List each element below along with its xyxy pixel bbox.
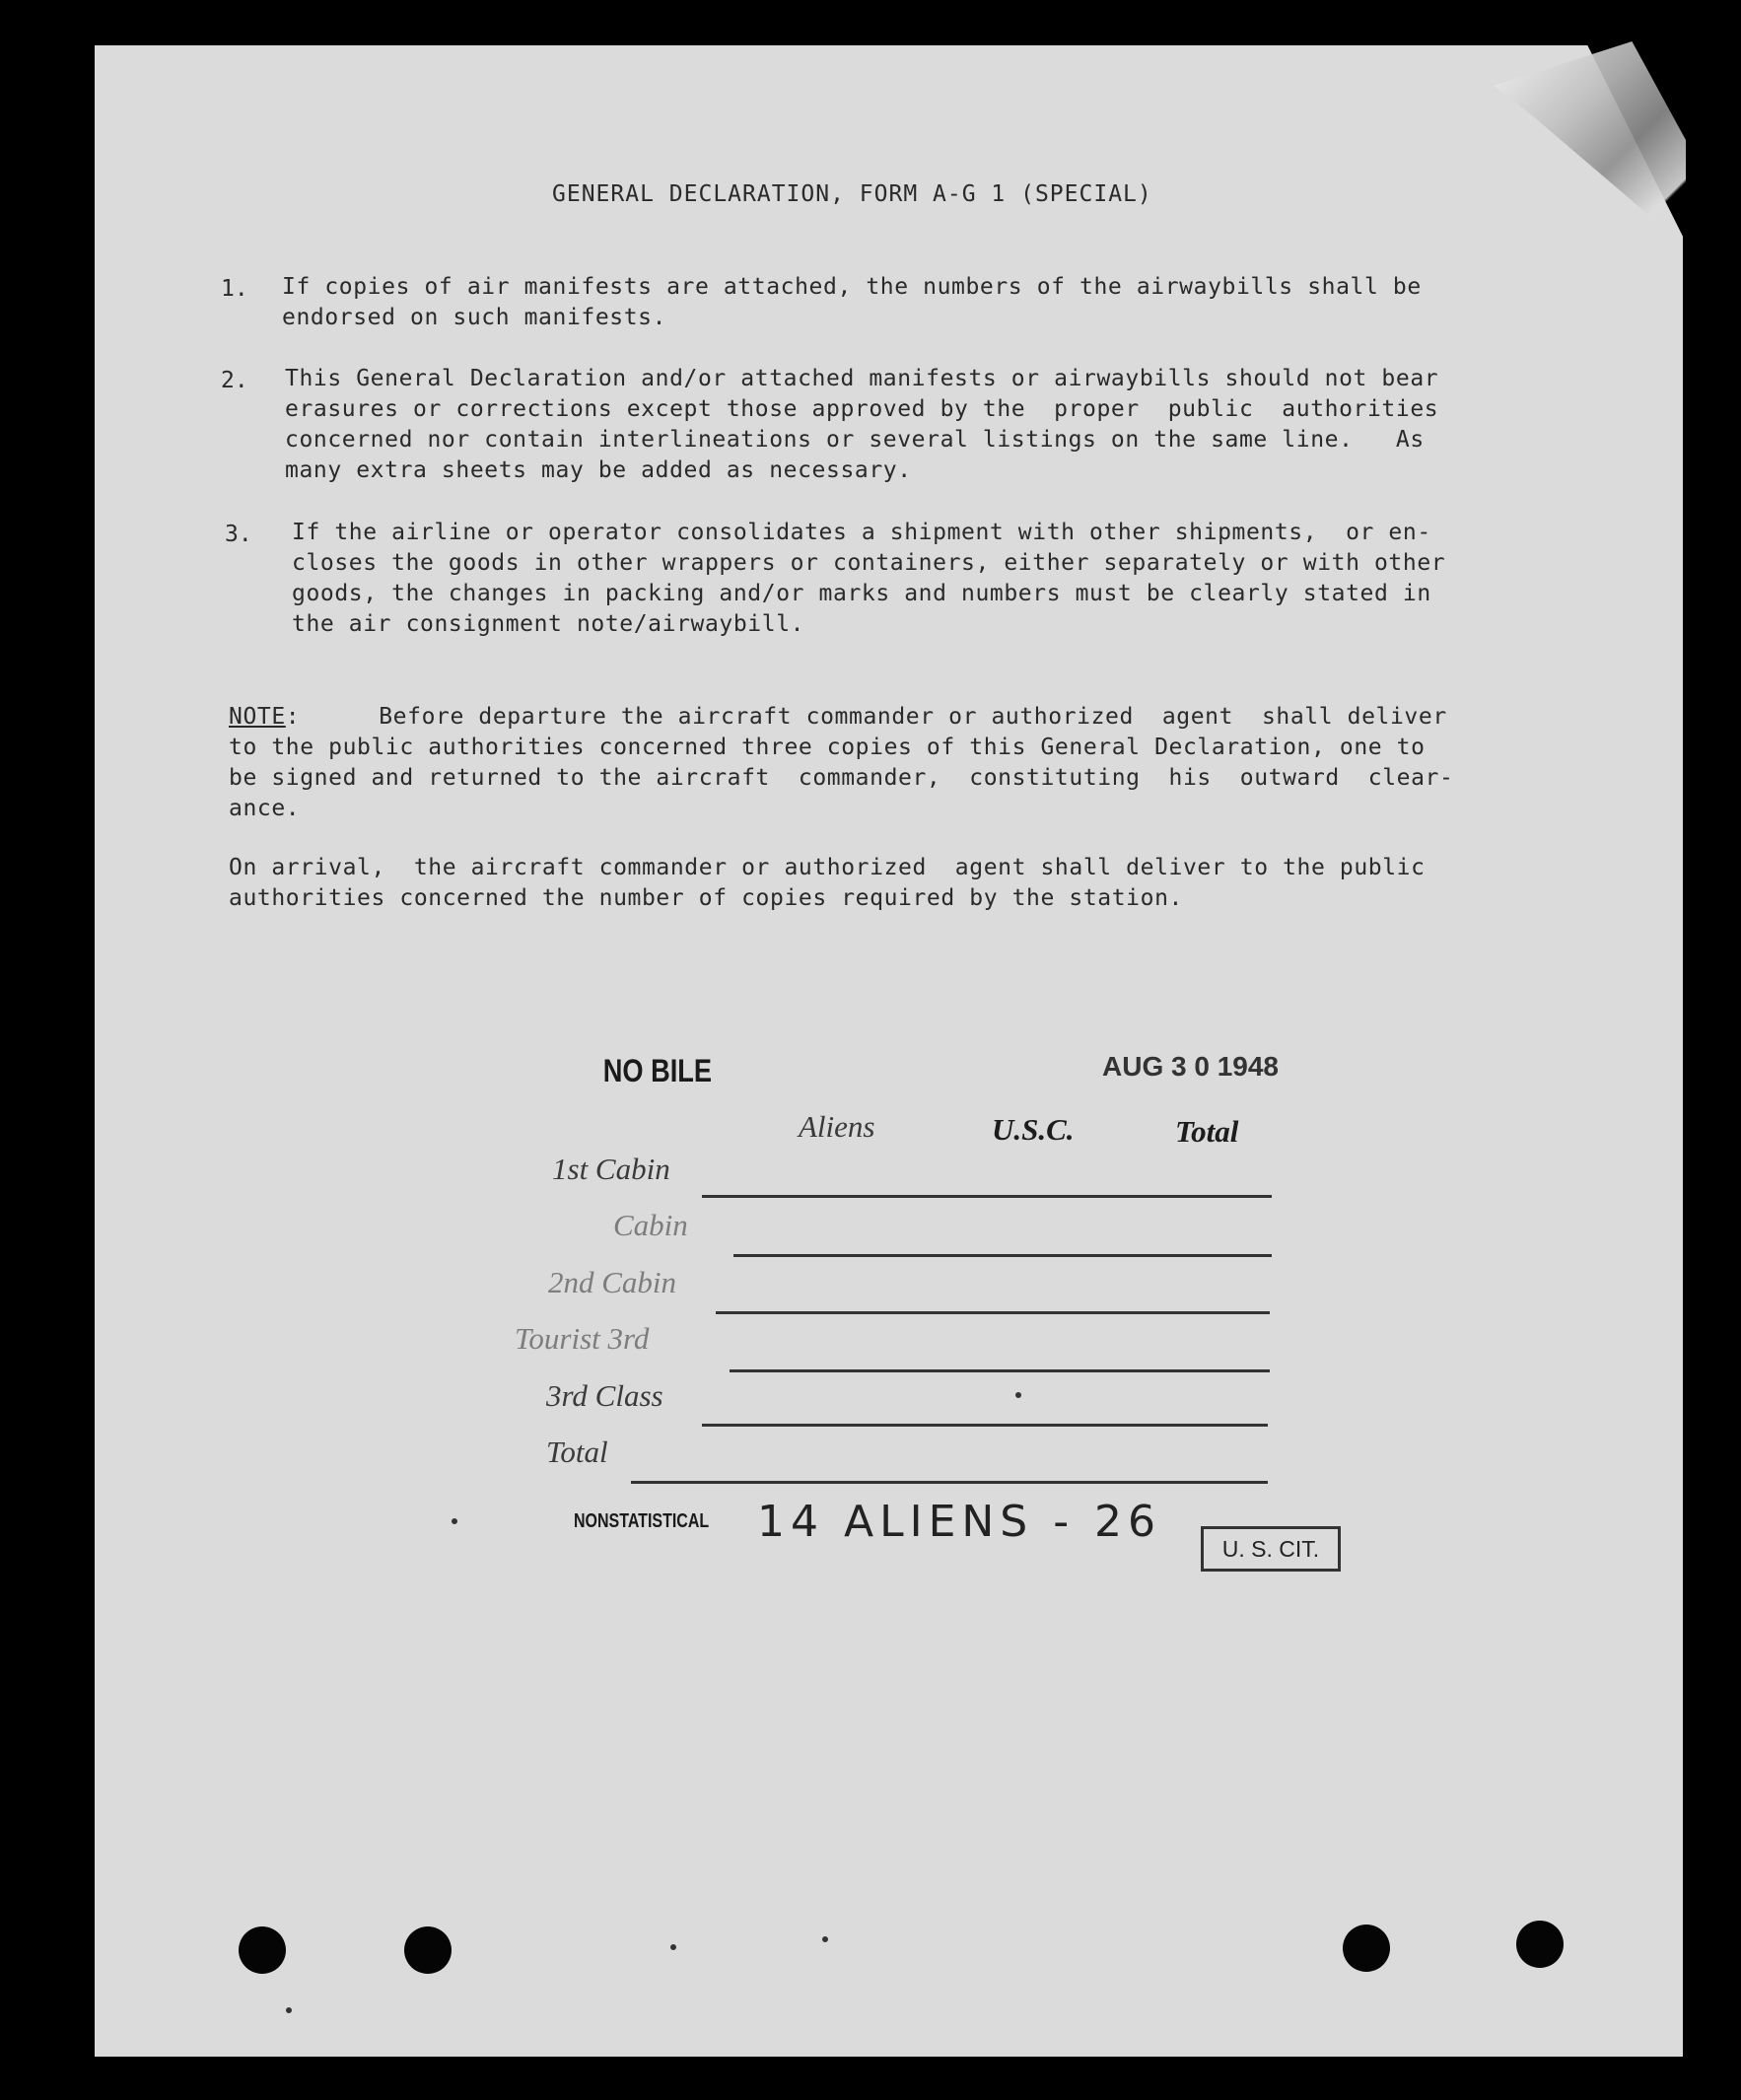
row-line <box>716 1311 1270 1314</box>
column-aliens: Aliens <box>799 1109 875 1144</box>
note-label: NOTE: <box>229 704 301 730</box>
punch-hole <box>1516 1921 1564 1968</box>
row-line <box>733 1254 1272 1257</box>
handwritten-count: 14 ALIENS - 26 <box>757 1497 1162 1547</box>
date-stamp: AUG 3 0 1948 <box>1102 1051 1279 1082</box>
punch-hole <box>404 1926 452 1974</box>
row-line <box>730 1369 1270 1372</box>
document-page <box>95 45 1683 2057</box>
speck <box>286 2007 292 2013</box>
speck <box>822 1936 828 1942</box>
row-line <box>702 1195 1272 1198</box>
item-number: 2. <box>221 368 248 393</box>
column-usc: U.S.C. <box>992 1112 1075 1147</box>
item-text: If the airline or operator consolidates a shipment with other shipments, or en- closes the goods in other wrappers or containers, either separately or with other goods, the changes in packing and/or marks and numbers must be clearly stated in the air consignment note/airwaybill. <box>292 520 1446 637</box>
row-label: 3rd Class <box>546 1378 663 1413</box>
row-label: 1st Cabin <box>552 1152 670 1186</box>
item-number: 3. <box>225 522 252 547</box>
row-label: Cabin <box>613 1208 688 1242</box>
item-text: This General Declaration and/or attached manifests or airwaybills should not bear erasures or corrections except those approved by the proper public authorities concerned nor contain interlineations or several listings on the same line. As many extra sheets may be added as necessary. <box>285 366 1439 483</box>
column-total: Total <box>1175 1114 1239 1149</box>
speck <box>670 1944 676 1950</box>
row-line <box>631 1481 1268 1484</box>
speck <box>452 1518 457 1524</box>
row-label: Total <box>546 1435 608 1469</box>
row-line <box>702 1424 1268 1427</box>
item-number: 1. <box>221 276 248 302</box>
row-label: 2nd Cabin <box>548 1265 677 1299</box>
item-text: If copies of air manifests are attached, the numbers of the airwaybills shall be endorsed on such manifests. <box>282 274 1422 330</box>
punch-hole <box>1343 1925 1390 1972</box>
us-cit-stamp: U. S. CIT. <box>1201 1526 1341 1572</box>
punch-hole <box>239 1926 286 1974</box>
arrival-text: On arrival, the aircraft commander or authorized agent shall deliver to the public authorities concerned the number of copies required by the station. <box>229 855 1426 911</box>
row-label: Tourist 3rd <box>515 1321 650 1356</box>
speck <box>1015 1392 1021 1398</box>
page-title: GENERAL DECLARATION, FORM A-G 1 (SPECIAL) <box>552 181 1152 207</box>
note-text: Before departure the aircraft commander or authorized agent shall deliver to the public authorities concerned three copies of this General Declaration, one to be signed and returned to the aircraft commander, constituting his outward clear- ance. <box>229 704 1454 821</box>
no-bile-stamp: NO BILE <box>602 1053 713 1088</box>
nonstatistical-stamp: NONSTATISTICAL <box>574 1510 710 1532</box>
